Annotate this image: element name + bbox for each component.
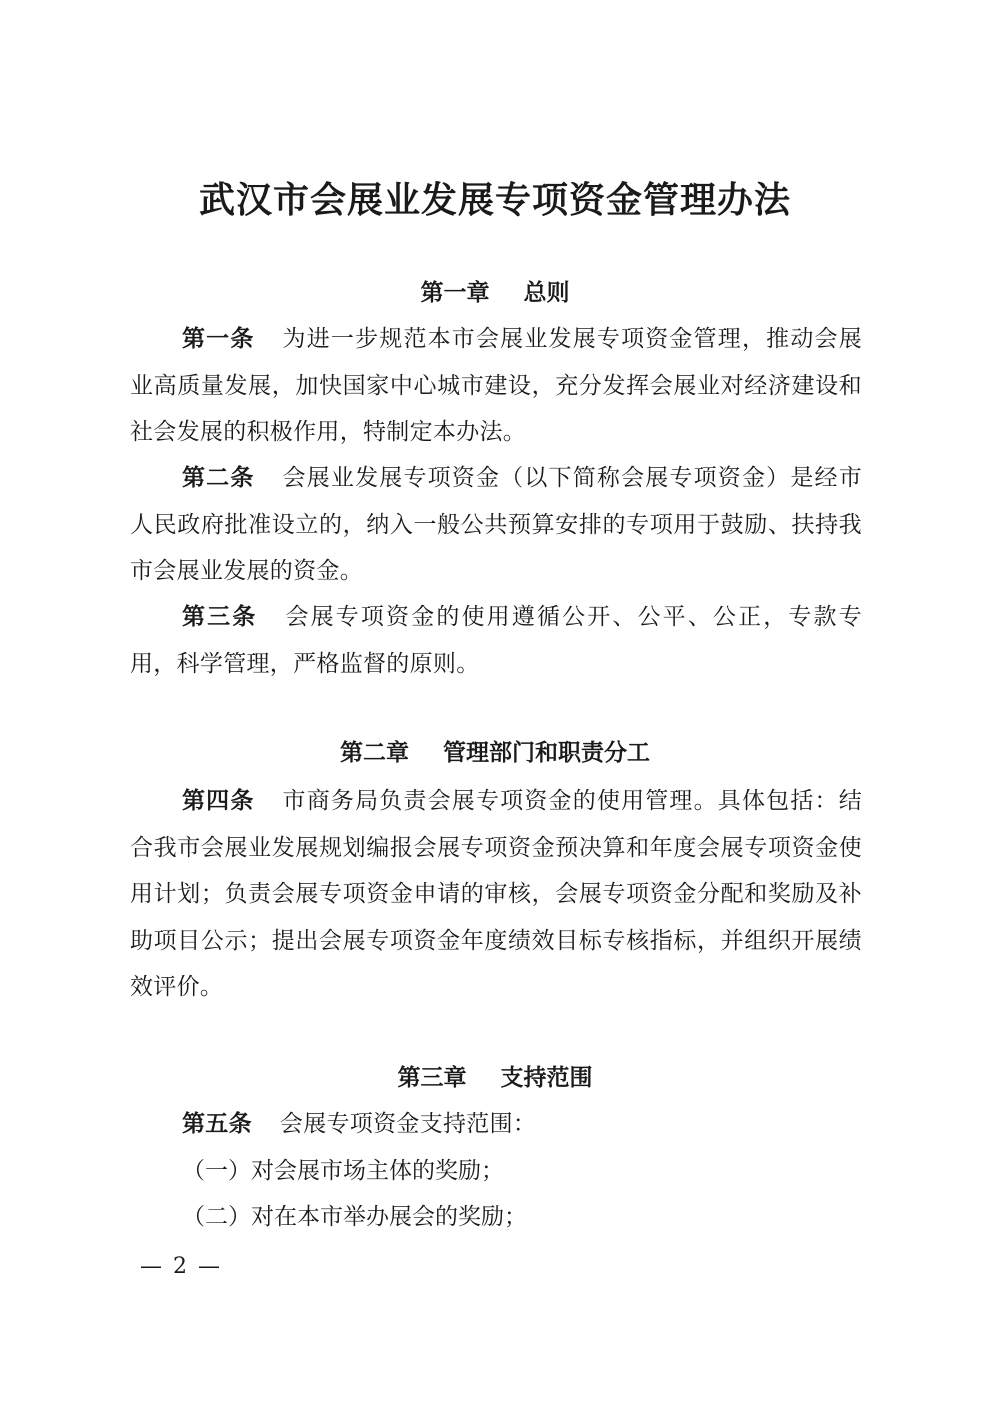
chapter-number: 第二章 [340, 740, 409, 766]
article-text: 会展专项资金支持范围： [279, 1111, 537, 1137]
chapter-number: 第一章 [420, 280, 490, 306]
article-text: 市商务局负责会展专项资金的使用管理。具体包括：结合我市会展业发展规划编报会展专项资金预决算和年度会展专项资金使用计划；负责会展专项资金申请的审核，会展专项资金分配和奖励及补助项目公示；提出会展专项资金年度绩效目标专核指标，并组织开展绩效评价。 [130, 788, 862, 1000]
article-2 [130, 455, 862, 595]
article-3 [130, 594, 862, 687]
list-item: （二）对在本市举办展会的奖励； [182, 1204, 527, 1230]
article-label: 第一条 [182, 326, 255, 352]
article-5 [130, 1101, 862, 1148]
article-label: 第三条 [182, 604, 258, 630]
page-number: — 2 — [140, 1254, 222, 1279]
article-text: 会展业发展专项资金（以下简称会展专项资金）是经市人民政府批准设立的，纳入一般公共预算安排的专项用于鼓励、扶持我市会展业发展的资金。 [130, 465, 862, 584]
document-title: 武汉市会展业发展专项资金管理办法 [198, 180, 791, 221]
article-label: 第五条 [182, 1111, 252, 1137]
chapter-2-heading [130, 730, 860, 776]
article-label: 第四条 [182, 788, 255, 814]
article-1 [130, 316, 862, 456]
article-text: 为进一步规范本市会展业发展专项资金管理，推动会展业高质量发展，加快国家中心城市建设，充分发挥会展业对经济建设和社会发展的积极作用，特制定本办法。 [130, 326, 862, 445]
article-label: 第二条 [182, 465, 255, 491]
article-text: 会展专项资金的使用遵循公开、公平、公正，专款专用，科学管理，严格监督的原则。 [130, 604, 862, 677]
chapter-1-heading [130, 270, 860, 316]
chapter-name: 管理部门和职责分工 [443, 740, 650, 766]
list-item: （一）对会展市场主体的奖励； [182, 1158, 504, 1184]
chapter-number: 第三章 [397, 1065, 467, 1091]
chapter-name: 支持范围 [500, 1065, 593, 1091]
chapter-name: 总则 [523, 280, 570, 306]
chapter-3-heading [130, 1055, 860, 1101]
article-4 [130, 778, 862, 1011]
